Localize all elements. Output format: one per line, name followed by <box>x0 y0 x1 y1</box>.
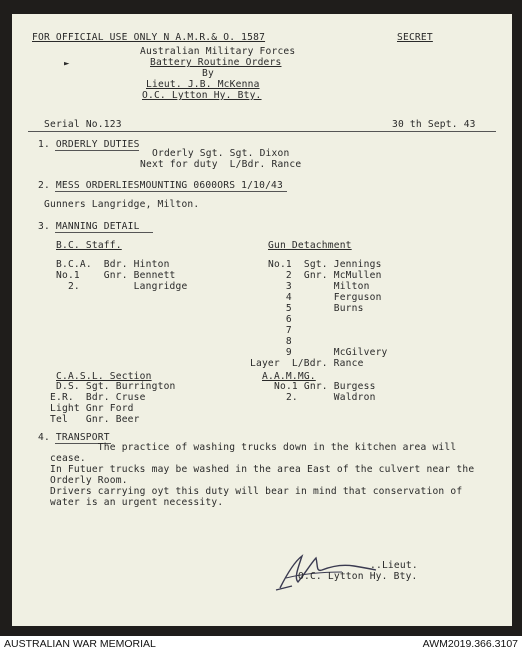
header-divider <box>28 131 496 132</box>
title-line-2: Battery Routine Orders <box>150 57 282 68</box>
aamg-heading: A.A.M.MG. <box>262 371 316 382</box>
signature-rank: ..Lieut. <box>370 560 418 571</box>
order-date: 30 th Sept. 43 <box>392 119 476 130</box>
handwritten-signature <box>272 548 382 592</box>
section-1-line-2: Next for duty L/Bdr. Rance <box>140 159 302 170</box>
transport-line: In Futuer trucks may be washed in the area East of the culvert near the <box>50 464 475 475</box>
scan-border-left <box>0 0 12 634</box>
gun-detachment-line: 3 Milton <box>268 281 370 292</box>
casl-line: Tel Gnr. Beer <box>50 414 140 425</box>
bc-staff-heading: B.C. Staff. <box>56 240 122 251</box>
section-2-line-1: Gunners Langridge, Milton. <box>44 199 200 210</box>
aamg-line: No.1 Gnr. Burgess <box>274 381 376 392</box>
document-page <box>12 14 512 626</box>
section-1-line-1: Orderly Sgt. Sgt. Dixon <box>152 148 290 159</box>
transport-line: The practice of washing trucks down in the kitchen area will <box>50 442 457 453</box>
scan-border-bottom <box>0 626 522 636</box>
transport-line: cease. <box>50 453 86 464</box>
serial-number: Serial No.123 <box>44 119 122 130</box>
scan-border-top <box>0 0 522 14</box>
signature-title: O.C. Lytton Hy. Bty. <box>298 571 418 582</box>
scan-border-right <box>512 0 522 634</box>
title-line-1: Australian Military Forces <box>140 46 296 57</box>
gun-detachment-line: 9 McGilvery <box>268 347 388 358</box>
bc-staff-line: 2. Langridge <box>56 281 188 292</box>
transport-line: Drivers carrying oyt this duty will bear in mind that conservation of <box>50 486 463 497</box>
gun-detachment-line: 4 Ferguson <box>268 292 382 303</box>
title-line-4: Lieut. J.B. McKenna <box>146 79 260 90</box>
section-4-heading: 4. TRANSPORT <box>38 432 110 443</box>
gun-detachment-line: 5 Burns <box>268 303 364 314</box>
transport-line: Orderly Room. <box>50 475 128 486</box>
gun-detachment-line: 6 <box>268 314 292 325</box>
casl-section-heading: C.A.S.L. Section <box>56 371 152 382</box>
casl-line: D.S. Sgt. Burrington <box>56 381 176 392</box>
bc-staff-line: No.1 Gnr. Bennett <box>56 270 176 281</box>
transport-line: water is an urgent necessity. <box>50 497 224 508</box>
arrow-mark-icon: ► <box>64 59 70 69</box>
section-2-heading: 2. MESS ORDERLIESMOUNTING 0600ORS 1/10/43 <box>38 180 284 191</box>
gun-layer-line: Layer L/Bdr. Rance <box>250 358 364 369</box>
gun-detachment-heading: Gun Detachment <box>268 240 352 251</box>
secret-label: SECRET <box>397 32 433 43</box>
footer-institution: AUSTRALIAN WAR MEMORIAL <box>4 638 156 650</box>
section-3-heading: 3. MANNING DETAIL <box>38 221 140 232</box>
section-1-underline <box>55 150 139 151</box>
gun-detachment-line: 7 <box>268 325 292 336</box>
section-2-underline <box>55 191 287 192</box>
gun-detachment-line: 2 Gnr. McMullen <box>268 270 382 281</box>
title-line-5: O.C. Lytton Hy. Bty. <box>142 90 262 101</box>
security-classification: FOR OFFICIAL USE ONLY N A.M.R.& O. 1587 <box>32 32 266 43</box>
casl-line: Light Gnr Ford <box>50 403 134 414</box>
title-line-3: By <box>202 68 214 79</box>
aamg-line: 2. Waldron <box>274 392 376 403</box>
gun-detachment-line: 8 <box>268 336 292 347</box>
section-3-underline <box>55 232 153 233</box>
gun-detachment-line: No.1 Sgt. Jennings <box>268 259 382 270</box>
section-1-heading: 1. ORDERLY DUTIES <box>38 139 140 150</box>
footer-accession-number: AWM2019.366.3107 <box>422 638 518 650</box>
bc-staff-line: B.C.A. Bdr. Hinton <box>56 259 170 270</box>
casl-line: E.R. Bdr. Cruse <box>50 392 146 403</box>
